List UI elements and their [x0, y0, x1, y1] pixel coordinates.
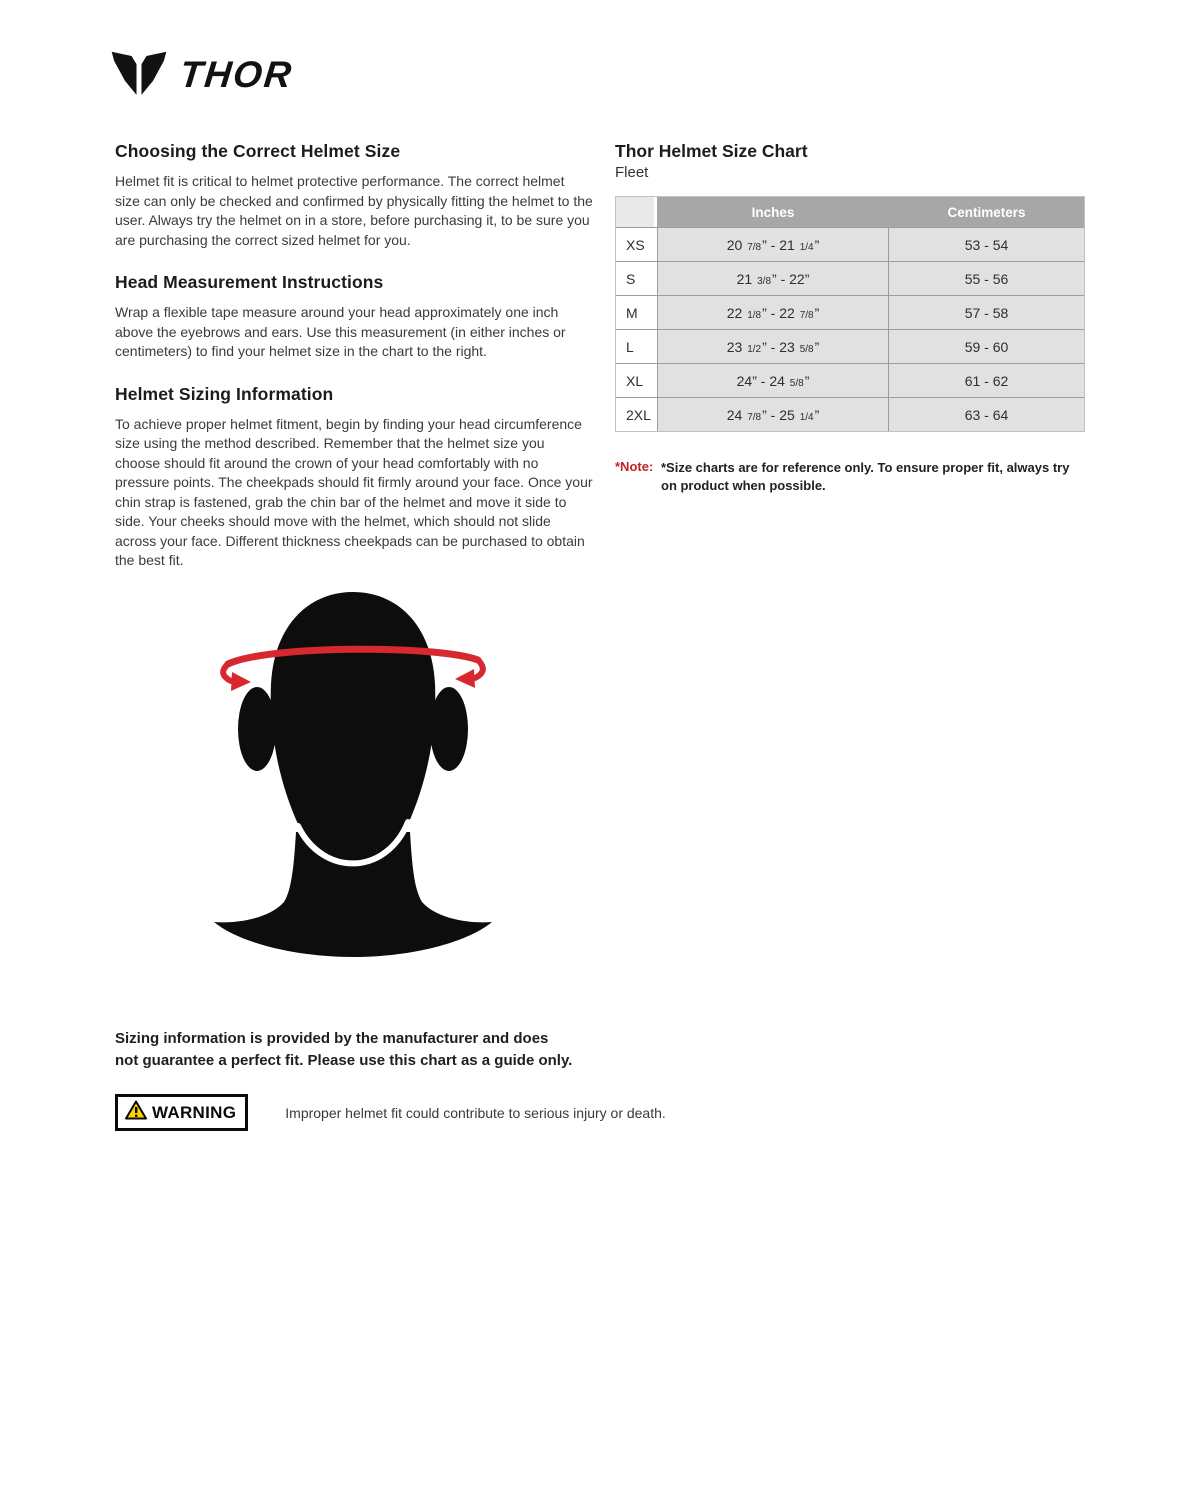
- centimeters-value: 63 - 64: [889, 397, 1084, 431]
- manufacturer-disclaimer: Sizing information is provided by the manufacturer and does not guarantee a perfect fit. Please use this chart as a guide only.: [115, 1030, 573, 1069]
- head-silhouette-icon: [208, 584, 498, 968]
- size-chart-column: [615, 141, 1085, 494]
- warning-triangle-icon: [125, 1100, 147, 1125]
- inches-value: 20 7/8” - 21 1/4”: [657, 227, 889, 261]
- size-table-wrapper: [615, 196, 1085, 432]
- centimeters-value: 55 - 56: [889, 261, 1084, 295]
- size-table-row: [616, 397, 1084, 431]
- size-label: L: [616, 329, 657, 363]
- thor-emblem-icon: [110, 50, 168, 100]
- warning-row: [115, 1094, 666, 1131]
- inches-value: 24 7/8” - 25 1/4”: [657, 397, 889, 431]
- heading-sizing-info: Helmet Sizing Information: [115, 383, 334, 404]
- warning-label: WARNING: [152, 1102, 237, 1122]
- size-label: S: [616, 261, 657, 295]
- size-table-row: [616, 295, 1084, 329]
- paragraph-sizing-info: To achieve proper helmet fitment, begin by finding your head circumference size using the method described. Remember that the helmet size you choose should fit around the crown of your head comfortably with no pressure points. The cheekpads should fit firmly around your face. Once your chin strap is fastened, grab the chin bar of the helmet and move it side to side. Your cheeks should move with the helmet, which should not slide across your face. Different thickness cheekpads can be purchased to obtain the best fit.: [115, 415, 593, 568]
- size-column-header: [616, 197, 657, 227]
- size-table-row: [616, 329, 1084, 363]
- size-table-header-row: [616, 197, 1084, 227]
- size-table-row: [616, 363, 1084, 397]
- size-label: 2XL: [616, 397, 657, 431]
- paragraph-choosing-size: Helmet fit is critical to helmet protective performance. The correct helmet size can only be checked and confirmed by physically fitting the helmet to the user. Always try the helmet on in a store, before purchasing it, to be sure you are purchasing the correct sized helmet for you.: [115, 173, 593, 248]
- heading-choosing-size: Choosing the Correct Helmet Size: [115, 141, 401, 161]
- size-label: XS: [616, 227, 657, 261]
- warning-text: Improper helmet fit could contribute to serious injury or death.: [285, 1104, 666, 1121]
- inches-value: 23 1/2” - 23 5/8”: [657, 329, 889, 363]
- thor-wordmark: THOR: [177, 54, 296, 95]
- inches-value: 24” - 24 5/8”: [657, 363, 889, 397]
- centimeters-value: 59 - 60: [889, 329, 1084, 363]
- size-table: [616, 197, 1084, 431]
- inches-column-header: Inches: [657, 197, 889, 227]
- instructions-column: [115, 141, 593, 593]
- note-text: *Size charts are for reference only. To ensure proper fit, always try on product when possible.: [661, 460, 1070, 493]
- inches-value: 21 3/8” - 22”: [657, 261, 889, 295]
- paragraph-measurement: Wrap a flexible tape measure around your head approximately one inch above the eyebrows and ears. Use this measurement (in either inches or centimeters) to find your helmet size in the chart to the right.: [115, 304, 566, 359]
- size-label: XL: [616, 363, 657, 397]
- centimeters-value: 57 - 58: [889, 295, 1084, 329]
- note-label: *Note:: [615, 459, 654, 474]
- heading-measurement: Head Measurement Instructions: [115, 272, 384, 292]
- warning-box: [115, 1094, 248, 1131]
- centimeters-value: 53 - 54: [889, 227, 1084, 261]
- head-measurement-figure: [208, 584, 498, 968]
- size-label: M: [616, 295, 657, 329]
- centimeters-value: 61 - 62: [889, 363, 1084, 397]
- centimeters-column-header: Centimeters: [889, 197, 1084, 227]
- size-chart-subtitle: Fleet: [615, 164, 649, 181]
- size-table-body: [616, 227, 1084, 431]
- size-table-row: [616, 261, 1084, 295]
- size-chart-title: Thor Helmet Size Chart: [615, 141, 808, 161]
- size-table-row: [616, 227, 1084, 261]
- size-chart-note: [615, 459, 1085, 494]
- thor-logo: [110, 50, 296, 100]
- inches-value: 22 1/8” - 22 7/8”: [657, 295, 889, 329]
